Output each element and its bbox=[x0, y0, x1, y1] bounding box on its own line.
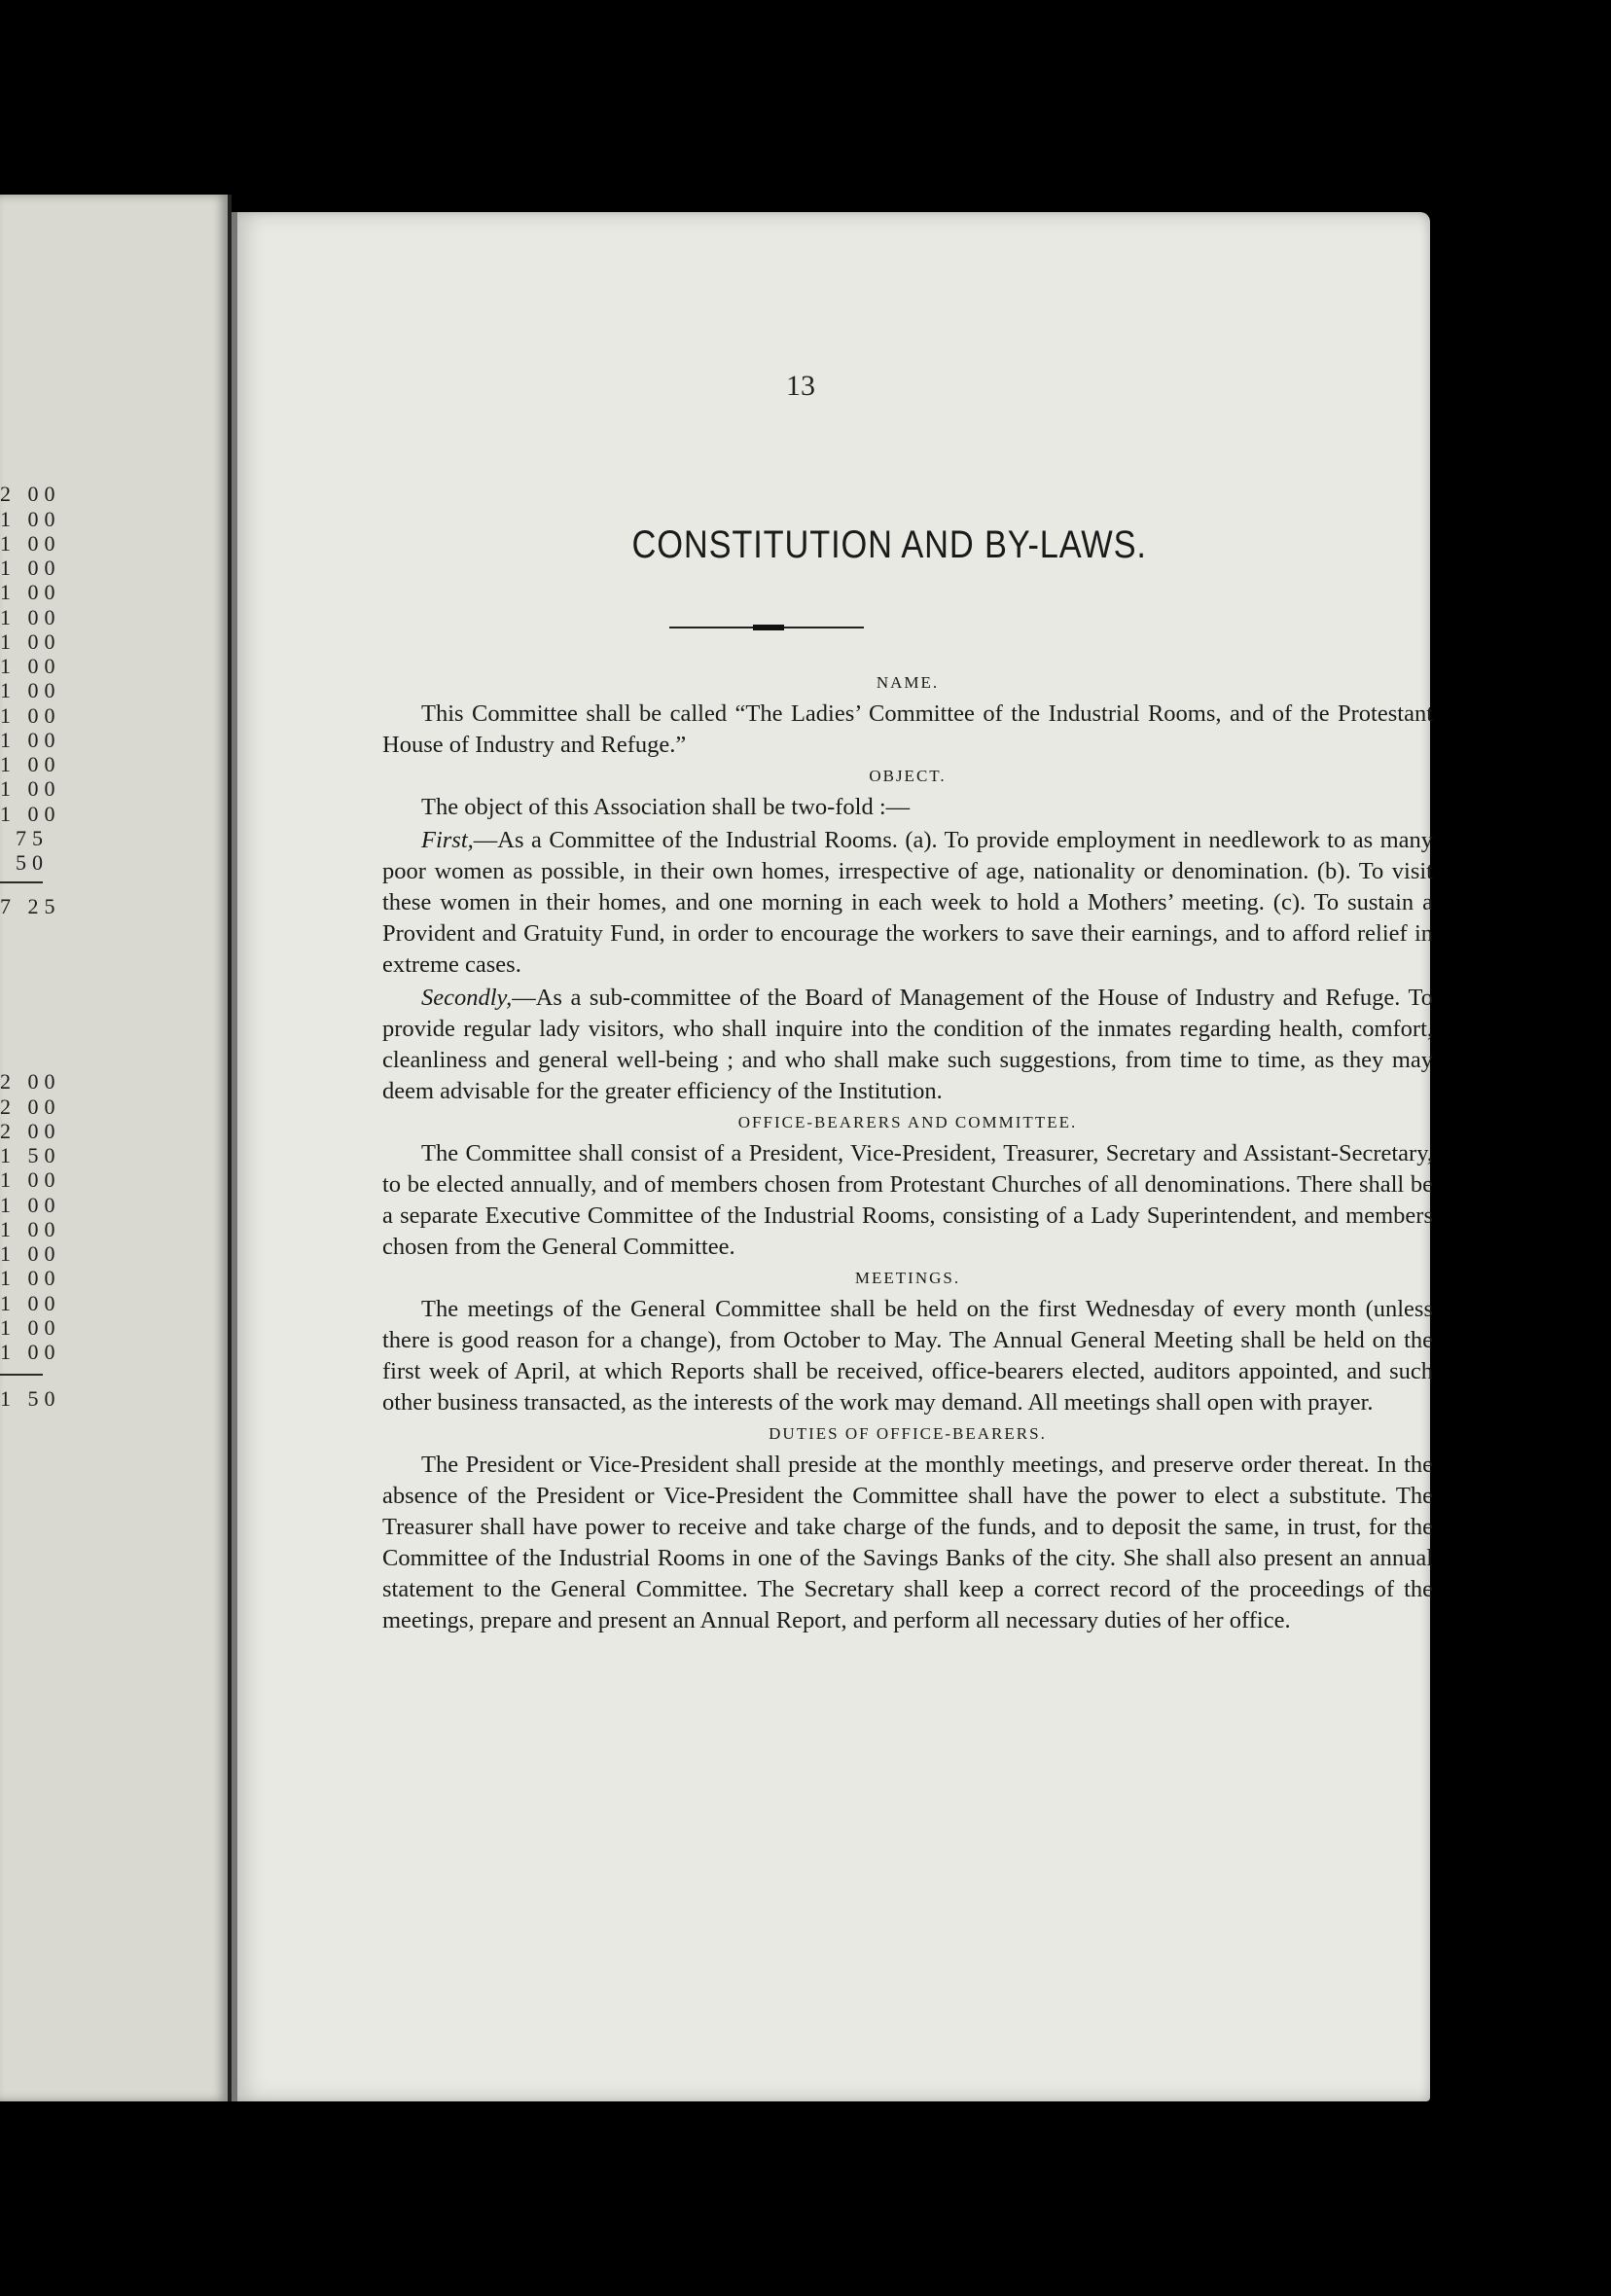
section-heading-object: OBJECT. bbox=[869, 767, 947, 785]
amount: 1 00 bbox=[0, 1266, 61, 1290]
paragraph-text: The object of this Association shall be two-fold :— bbox=[421, 794, 911, 820]
amount: 1 00 bbox=[0, 1340, 61, 1364]
title-ornament-rule bbox=[669, 625, 864, 630]
amount: 1 00 bbox=[0, 1217, 61, 1241]
sum-rule bbox=[0, 1374, 43, 1376]
amount: 1 00 bbox=[0, 1315, 61, 1340]
amount: 2 00 bbox=[0, 1094, 61, 1119]
amount: 1 00 bbox=[0, 580, 61, 604]
amount: 1 00 bbox=[0, 507, 61, 531]
amount-total: 1 50 bbox=[0, 1386, 61, 1411]
section-heading-duties: DUTIES OF OFFICE-BEARERS. bbox=[769, 1424, 1047, 1443]
amount: 1 00 bbox=[0, 1241, 61, 1266]
paragraph-text: This Committee shall be called “The Ladies’ Committee of the Industrial Rooms, and of the Protestant House of Industry and Refuge.” bbox=[382, 700, 1433, 758]
amount: 1 00 bbox=[0, 703, 61, 728]
paragraph-text: The meetings of the General Committee shall be held on the first Wednesday of every month (unless there is good reason for a change), from October to May. The Annual General Meeting shall be held on the first week of April, at which Reports shall be received, office-bearers elected, auditors appointed, and such other business transacted, as the interests of the work may demand. All meetings shall open with prayer. bbox=[382, 1296, 1433, 1416]
document-body bbox=[382, 669, 1433, 1638]
amount: 1 00 bbox=[0, 1167, 61, 1192]
paragraph bbox=[382, 792, 1433, 823]
amount: 1 00 bbox=[0, 1291, 61, 1315]
paragraph bbox=[382, 1294, 1433, 1418]
section-heading-meetings: MEETINGS. bbox=[854, 1269, 961, 1287]
amount: 1 00 bbox=[0, 556, 61, 580]
amount: 1 00 bbox=[0, 654, 61, 678]
paragraph-lead: Secondly, bbox=[421, 985, 513, 1011]
sum-rule bbox=[0, 881, 43, 883]
paragraph bbox=[382, 983, 1433, 1107]
amount: 1 00 bbox=[0, 776, 61, 801]
amount: 1 00 bbox=[0, 629, 61, 654]
paragraph-text: The President or Vice-President shall preside at the monthly meetings, and preserve order thereat. In the absence of the President or Vice-President the Committee shall have the power to elect a substitute. The Treasurer shall have power to receive and take charge of the funds, and to deposit the same, in trust, for the Committee of the Industrial Rooms in one of the Savings Banks of the city. She shall also present an annual statement to the General Committee. The Secretary shall keep a correct record of the proceedings of the meetings, prepare and present an Annual Report, and perform all necessary duties of her office. bbox=[382, 1452, 1433, 1633]
document-page bbox=[232, 212, 1433, 2101]
paragraph bbox=[382, 1450, 1433, 1636]
paragraph-text: —As a sub-committee of the Board of Management of the House of Industry and Refuge. To provide regular lady visitors, who shall inquire into the condition of the inmates regarding health, comfort, cleanliness and general well-being ; and who shall make such suggestions, from time to time, as they may deem advisable for the greater efficiency of the Institution. bbox=[382, 985, 1433, 1104]
page-number: 13 bbox=[786, 370, 815, 402]
amount-total: 7 25 bbox=[0, 894, 61, 918]
page-gutter bbox=[232, 212, 237, 2101]
paragraph bbox=[382, 699, 1433, 761]
previous-page-edge bbox=[0, 195, 228, 2101]
section-heading-name: NAME. bbox=[876, 673, 940, 692]
amount: 2 00 bbox=[0, 1119, 61, 1143]
amount: 1 00 bbox=[0, 678, 61, 702]
amount: 2 00 bbox=[0, 482, 61, 506]
paragraph bbox=[382, 1138, 1433, 1263]
amount: 2 00 bbox=[0, 1069, 61, 1094]
paragraph-lead: First, bbox=[421, 827, 474, 853]
amount: 1 50 bbox=[0, 1143, 61, 1167]
amount: 1 00 bbox=[0, 802, 61, 826]
paragraph-text: —As a Committee of the Industrial Rooms. (a). To provide employment in needlework to as many poor women as possible, in their own homes, irrespective of age, nationality or denomination. (b). To visit these women in their homes, and one morning in each week to hold a Mothers’ meeting. (c). To sustain a Provident and Gratuity Fund, in order to encourage the workers to save their earnings, and to afford relief in extreme cases. bbox=[382, 827, 1433, 978]
amount: 1 00 bbox=[0, 605, 61, 629]
amount: 1 00 bbox=[0, 531, 61, 556]
amount: 75 bbox=[16, 826, 49, 850]
paragraph bbox=[382, 825, 1433, 981]
amount: 1 00 bbox=[0, 752, 61, 776]
amount: 1 00 bbox=[0, 1193, 61, 1217]
page-title: CONSTITUTION AND BY-LAWS. bbox=[631, 523, 1147, 566]
paragraph-text: The Committee shall consist of a President, Vice-President, Treasurer, Secretary and Assistant-Secretary, to be elected annually, and of members chosen from Protestant Churches of all denominations. There shall be a separate Executive Committee of the Industrial Rooms, consisting of a Lady Superintendent, and members chosen from the General Committee. bbox=[382, 1140, 1433, 1260]
amount: 1 00 bbox=[0, 728, 61, 752]
amount: 50 bbox=[16, 850, 49, 875]
section-heading-office-bearers: OFFICE-BEARERS AND COMMITTEE. bbox=[737, 1113, 1078, 1131]
